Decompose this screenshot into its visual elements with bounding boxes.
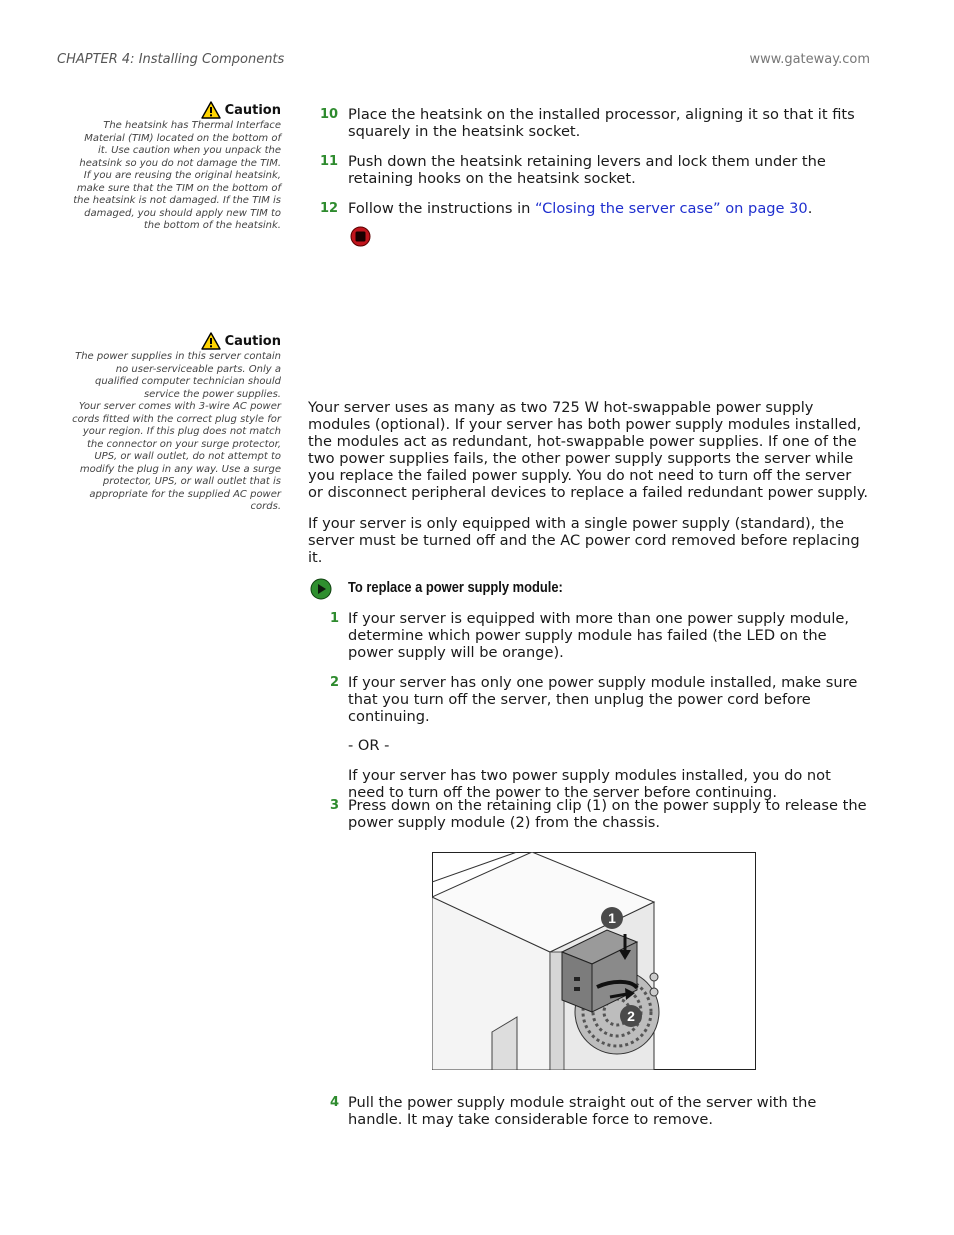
- caution-line: make sure that the TIM on the bottom of: [76, 182, 281, 194]
- step-text: If your server has only one power supply module installed, make sure that you turn off the server, then unplug the power cord before continuing.: [348, 674, 858, 725]
- step-number: 4: [329, 1095, 339, 1110]
- caution-line: no user-serviceable parts. Only a: [115, 363, 281, 375]
- step-text: Press down on the retaining clip (1) on the power supply to release the power supply module (2) from the chassis.: [348, 797, 867, 831]
- closing-server-case-link[interactable]: “Closing the server case” on page 30: [535, 200, 808, 217]
- step-alt-text: If your server has two power supply modules installed, you do not need to turn off the power to the server before continuing.: [348, 767, 831, 801]
- step-text: Place the heatsink on the installed processor, aligning it so that it fits squarely in the heatsink socket.: [348, 106, 855, 140]
- callout-1: [601, 907, 623, 929]
- caution-line: The heatsink has Thermal Interface: [103, 120, 281, 131]
- callout-label: 1: [608, 910, 616, 926]
- step-text-pre: Follow the instructions in: [348, 200, 536, 217]
- step-number: 2: [329, 675, 339, 690]
- caution-line: the heatsink is not damaged. If the TIM is: [73, 195, 281, 206]
- step-12: [320, 200, 870, 217]
- caution-text: [57, 351, 281, 514]
- step-number: 11: [320, 154, 339, 169]
- caution-line: your region. If this plug does not match: [82, 426, 281, 437]
- procedure-step-1: [320, 610, 870, 661]
- caution-line: damaged, you should apply new TIM to: [84, 207, 281, 219]
- procedure-step-2: [320, 674, 870, 801]
- warning-triangle-icon: [201, 332, 221, 350]
- caution-line: cords.: [250, 501, 281, 512]
- step-text: [348, 200, 870, 217]
- caution-line: appropriate for the supplied AC power: [89, 488, 281, 500]
- caution-line: modify the plug in any way. Use a surge: [79, 463, 281, 475]
- power-supply-intro-paragraph: Your server uses as many as two 725 W hot-swappable power supply modules (optional). If your server has both power supply modules installed, the modules act as redundant, hot-swappable power supplies. If one of the two power supplies fails, the other power supply supports the server while you replace the failed power supply. You do not need to turn off the server or disconnect peripheral devices to replace a failed redundant power supply.: [308, 399, 869, 501]
- step-number: 12: [320, 201, 339, 216]
- caution-line: the connector on your surge protector,: [86, 438, 281, 450]
- caution-line: UPS, or wall outlet, do not attempt to: [94, 451, 281, 462]
- procedure-step-4: [320, 1094, 870, 1128]
- power-supply-removal-figure: [432, 852, 756, 1070]
- step-text: Pull the power supply module straight out of the server with the handle. It may take considerable force to remove.: [348, 1094, 817, 1128]
- warning-triangle-icon: [201, 101, 221, 119]
- step-number: 3: [329, 798, 339, 813]
- step-text: If your server is equipped with more than one power supply module, determine which power supply module has failed (the LED on the power supply will be orange).: [348, 610, 850, 661]
- caution-note-power-supply: [57, 332, 281, 514]
- stop-icon: [350, 226, 371, 247]
- caution-line: qualified computer technician should: [95, 376, 281, 387]
- caution-line: protector, UPS, or wall outlet that is: [102, 476, 281, 487]
- caution-line: cords fitted with the correct plug style for: [72, 413, 281, 425]
- procedure-step-3: [320, 797, 870, 831]
- caution-line: the bottom of the heatsink.: [143, 220, 281, 231]
- site-url[interactable]: www.gateway.com: [749, 52, 870, 67]
- callout-label: 2: [627, 1008, 635, 1024]
- step-text-post: .: [807, 200, 813, 217]
- caution-title: Caution: [224, 102, 281, 118]
- step-11: [320, 153, 870, 187]
- caution-line: Material (TIM) located on the bottom of: [84, 132, 281, 144]
- caution-line: heatsink so you do not damage the TIM.: [79, 157, 281, 169]
- step-or-separator: - OR -: [348, 737, 390, 754]
- step-10: [320, 106, 870, 140]
- caution-line: If you are reusing the original heatsink,: [83, 170, 281, 181]
- caution-note-heatsink: [57, 101, 281, 233]
- chapter-header: CHAPTER 4: Installing Components: [57, 52, 285, 67]
- step-number: 1: [329, 611, 339, 626]
- step-text: Push down the heatsink retaining levers and lock them under the retaining hooks on the heatsink socket.: [348, 153, 826, 187]
- procedure-title: To replace a power supply module:: [348, 579, 563, 596]
- caution-line: Your server comes with 3-wire AC power: [78, 401, 281, 412]
- caution-title: Caution: [224, 333, 281, 349]
- single-power-supply-paragraph: If your server is only equipped with a single power supply (standard), the server must be turned off and the AC power cord removed before replacing it.: [308, 515, 860, 566]
- callout-2: [620, 1005, 642, 1027]
- caution-line: The power supplies in this server contain: [75, 351, 281, 362]
- caution-line: service the power supplies.: [143, 388, 281, 400]
- step-number: 10: [320, 107, 339, 122]
- caution-line: it. Use caution when you unpack the: [98, 145, 281, 156]
- caution-text: [57, 120, 281, 233]
- play-arrow-icon: [310, 578, 332, 600]
